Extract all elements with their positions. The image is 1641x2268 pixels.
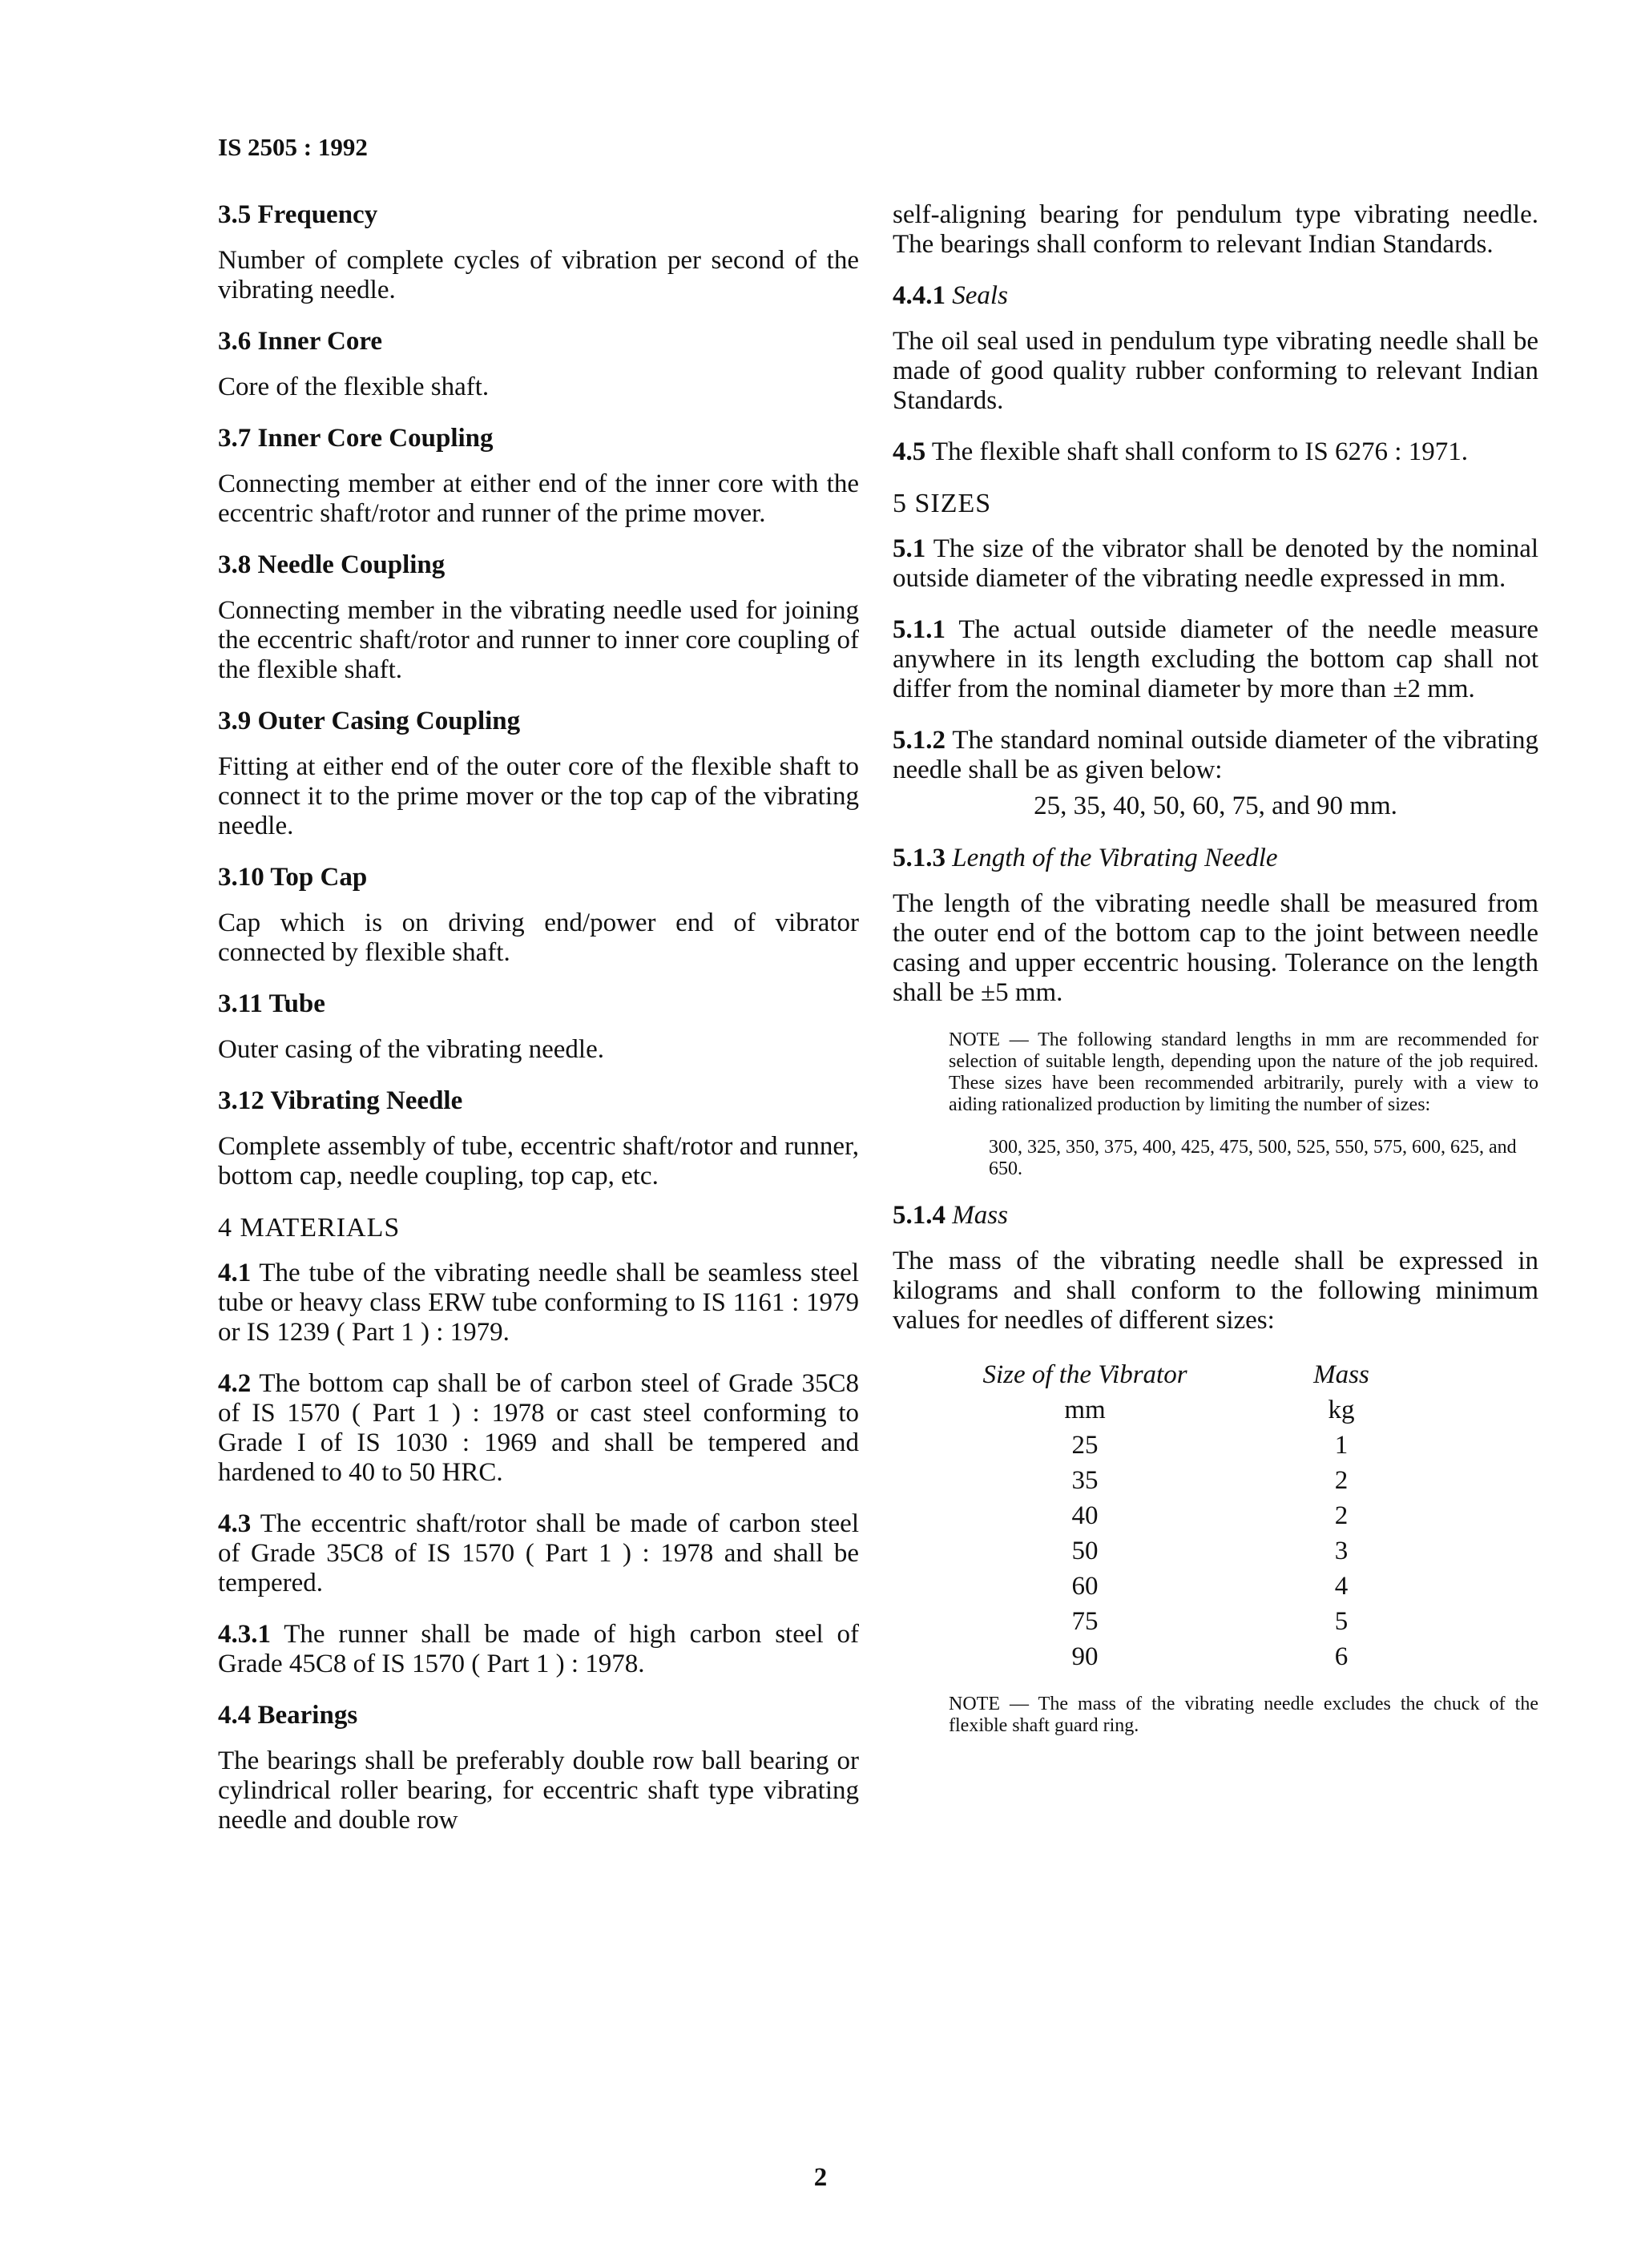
section-text: Number of complete cycles of vibration per second of the vibrating needle. — [218, 246, 859, 304]
section-4-4-1 — [893, 281, 1538, 416]
section-3-7 — [218, 424, 859, 529]
section-4-5 — [893, 437, 1538, 467]
section-3-10 — [218, 863, 859, 968]
section-heading: 3.12 Vibrating Needle — [218, 1086, 463, 1115]
section-text: The bearings shall be preferably double row ball bearing or cylindrical roller bearing, for eccentric shaft type vibrating needle and double row — [218, 1746, 859, 1835]
section-text: Core of the flexible shaft. — [218, 373, 490, 401]
section-4-3-1 — [218, 1620, 859, 1679]
cell-mass: 2 — [1334, 1466, 1349, 1495]
section-heading: 5.1.4 Mass — [893, 1201, 1008, 1230]
table-row — [941, 1569, 1454, 1604]
section-5-1-4 — [893, 1201, 1538, 1335]
section-text: 5.1.1 The actual outside diameter of the needle measure anywhere in its length excluding the bottom cap shall not differ from the nominal diameter by more than ±2 mm. — [893, 615, 1538, 703]
sizes-heading: 5 SIZES — [893, 489, 992, 518]
section-text: 5.1.2 The standard nominal outside diameter of the vibrating needle shall be as given below: — [893, 726, 1538, 784]
section-text: Fitting at either end of the outer core of the flexible shaft to connect it to the prime mover or the top cap of the vibrating needle. — [218, 752, 859, 840]
table-row — [941, 1463, 1454, 1498]
section-text: Outer casing of the vibrating needle. — [218, 1035, 604, 1064]
section-heading: 3.8 Needle Coupling — [218, 550, 446, 579]
table-unit-row — [941, 1392, 1454, 1428]
page-number: 2 — [813, 2163, 828, 2192]
section-text: 5.1 The size of the vibrator shall be denoted by the nominal outside diameter of the vibrating needle expressed in mm. — [893, 534, 1539, 593]
section-heading: 4.4.1 Seals — [893, 281, 1008, 310]
section-4-1 — [218, 1259, 859, 1348]
section-text: Connecting member in the vibrating needle used for joining the eccentric shaft/rotor and runner to inner core coupling of the flexible shaft. — [218, 596, 859, 684]
section-heading: 3.11 Tube — [218, 989, 325, 1018]
section-3-11 — [218, 989, 859, 1065]
column-header-size: Size of the Vibrator — [982, 1360, 1187, 1389]
cell-size: 60 — [1071, 1572, 1099, 1601]
section-text: self-aligning bearing for pendulum type vibrating needle. The bearings shall conform to relevant Indian Standards. — [893, 200, 1538, 259]
section-3-9 — [218, 707, 859, 841]
table-row — [941, 1604, 1454, 1639]
section-heading: 3.9 Outer Casing Coupling — [218, 707, 521, 735]
section-3-12 — [218, 1086, 859, 1191]
section-heading: 3.10 Top Cap — [218, 863, 368, 892]
length-list: 300, 325, 350, 375, 400, 425, 475, 500, 525, 550, 575, 600, 625, and 650. — [989, 1137, 1517, 1179]
section-heading: 3.5 Frequency — [218, 200, 378, 229]
section-5-1-1 — [893, 615, 1538, 704]
section-text: 4.2 The bottom cap shall be of carbon steel of Grade 35C8 of IS 1570 ( Part 1 ) : 1978 or cast steel conforming to Grade I of IS 1030 : 1969 and shall be tempered and hardened to 40 to 50 HRC. — [218, 1369, 859, 1487]
cell-size: 35 — [1071, 1466, 1099, 1495]
cell-mass: 5 — [1334, 1607, 1349, 1636]
section-4-4-continued — [893, 200, 1538, 260]
section-4-2 — [218, 1369, 859, 1488]
section-text: 4.3.1 The runner shall be made of high carbon steel of Grade 45C8 of IS 1570 ( Part 1 ) : 1978. — [218, 1620, 860, 1678]
table-row — [941, 1639, 1454, 1674]
right-column — [893, 200, 1538, 1758]
section-text: Complete assembly of tube, eccentric shaft/rotor and runner, bottom cap, needle coupling, top cap, etc. — [218, 1132, 859, 1190]
section-4-3 — [218, 1509, 859, 1598]
mass-note: NOTE — The mass of the vibrating needle excludes the chuck of the flexible shaft guard ring. — [949, 1694, 1538, 1736]
section-text: Cap which is on driving end/power end of vibrator connected by flexible shaft. — [218, 908, 859, 967]
section-5-1 — [893, 534, 1538, 594]
table-row — [941, 1428, 1454, 1463]
diameter-list: 25, 35, 40, 50, 60, 75, and 90 mm. — [1034, 792, 1397, 820]
cell-mass: 1 — [1334, 1431, 1349, 1460]
cell-size: 75 — [1071, 1607, 1099, 1636]
cell-mass: 2 — [1334, 1501, 1349, 1530]
mass-table — [941, 1357, 1454, 1674]
section-text: Connecting member at either end of the inner core with the eccentric shaft/rotor and runner of the prime mover. — [218, 469, 859, 528]
cell-size: 25 — [1071, 1431, 1099, 1460]
unit-mass: kg — [1328, 1396, 1355, 1424]
cell-size: 40 — [1071, 1501, 1099, 1530]
unit-size: mm — [1064, 1396, 1106, 1424]
cell-size: 90 — [1071, 1642, 1099, 1671]
section-5-1-2 — [893, 726, 1538, 785]
table-row — [941, 1533, 1454, 1569]
cell-size: 50 — [1071, 1537, 1099, 1565]
section-text: The oil seal used in pendulum type vibrating needle shall be made of good quality rubber conforming to relevant Indian Standards. — [893, 327, 1538, 415]
section-text: 4.3 The eccentric shaft/rotor shall be made of carbon steel of Grade 35C8 of IS 1570 ( Part 1 ) : 1978 and shall be tempered. — [218, 1509, 859, 1597]
section-heading: 3.7 Inner Core Coupling — [218, 424, 494, 453]
section-heading: 3.6 Inner Core — [218, 327, 383, 356]
column-header-mass: Mass — [1313, 1360, 1369, 1389]
section-5-1-3 — [893, 844, 1538, 1008]
section-4-4 — [218, 1701, 859, 1835]
section-3-8 — [218, 550, 859, 685]
section-3-5 — [218, 200, 859, 305]
left-column — [218, 200, 859, 1857]
cell-mass: 3 — [1334, 1537, 1349, 1565]
section-text: The mass of the vibrating needle shall be expressed in kilograms and shall conform to the following minimum values for needles of different sizes: — [893, 1247, 1538, 1335]
section-text: 4.1 The tube of the vibrating needle shall be seamless steel tube or heavy class ERW tube conforming to IS 1161 : 1979 or IS 1239 ( Part 1 ) : 1979. — [218, 1259, 860, 1347]
table-header-row — [941, 1357, 1454, 1392]
materials-heading: 4 MATERIALS — [218, 1213, 401, 1243]
table-row — [941, 1498, 1454, 1533]
section-heading: 5.1.3 Length of the Vibrating Needle — [893, 844, 1278, 872]
cell-mass: 4 — [1334, 1572, 1349, 1601]
section-heading: 4.4 Bearings — [218, 1701, 358, 1730]
document-header: IS 2505 : 1992 — [218, 133, 368, 161]
section-3-6 — [218, 327, 859, 402]
cell-mass: 6 — [1334, 1642, 1349, 1671]
section-text: The length of the vibrating needle shall be measured from the outer end of the bottom cap to the joint between needle casing and upper eccentric housing. Tolerance on the length shall be ±5 mm. — [893, 889, 1538, 1007]
length-note: NOTE — The following standard lengths in mm are recommended for selection of suitable length, depending upon the nature of the job required. These sizes have been recommended arbitrarily, purely with a view to aiding rationalized production by limiting the number of sizes: — [949, 1029, 1538, 1115]
section-text: 4.5 The flexible shaft shall conform to IS 6276 : 1971. — [893, 437, 1468, 466]
